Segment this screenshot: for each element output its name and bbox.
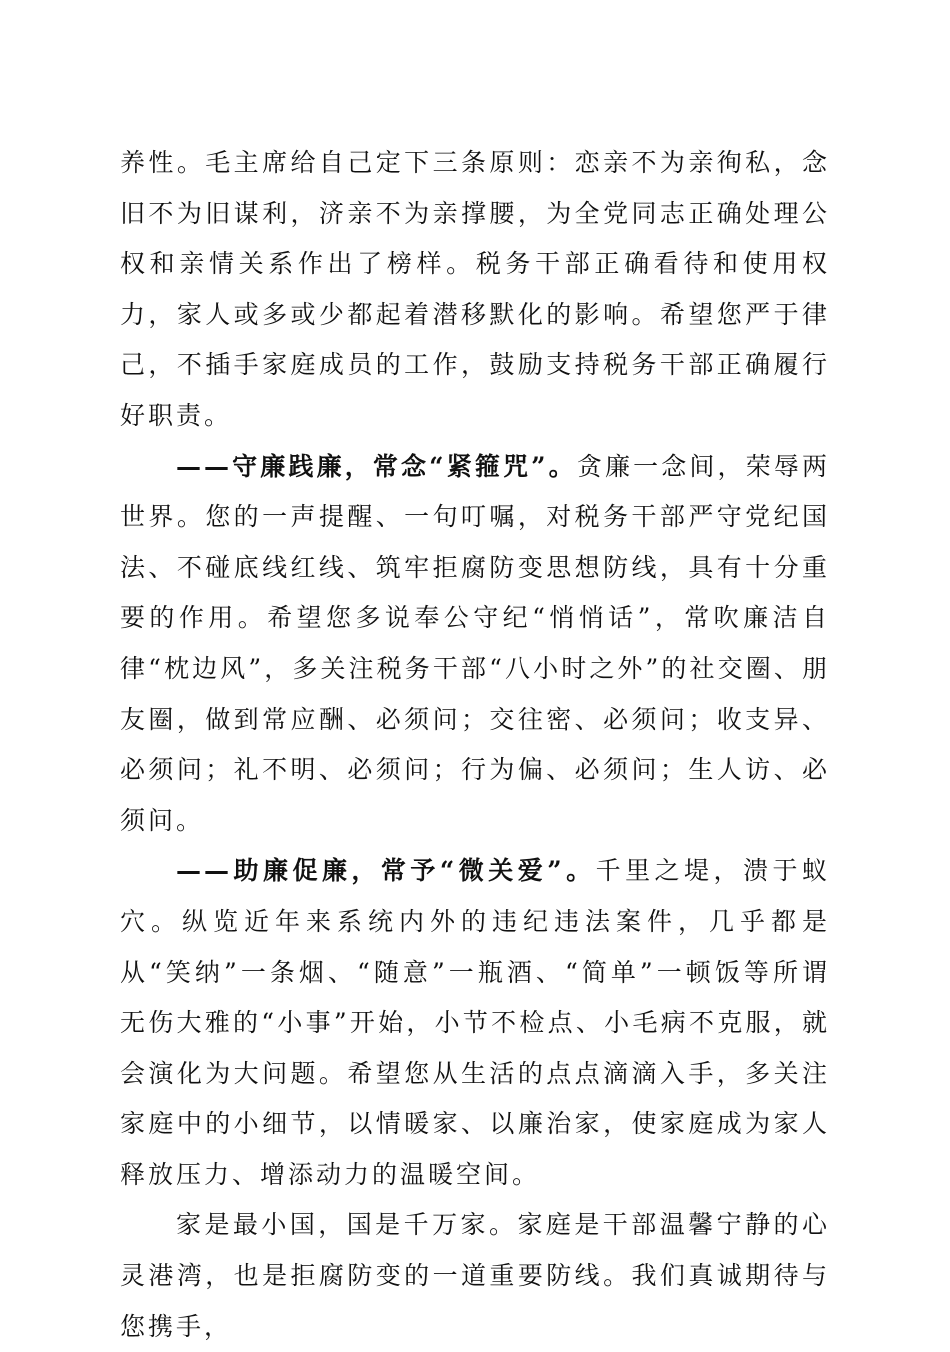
paragraph-3: [120, 846, 830, 1200]
paragraph-2: [120, 442, 830, 847]
paragraph-1-text: 养性。毛主席给自己定下三条原则：恋亲不为亲徇私，念旧不为旧谋利，济亲不为亲撑腰，为全党同志正确处理公权和亲情关系作出了榜样。税务干部正确看待和使用权力，家人或多或少都起着潜移默化的影响。希望您严于律己，不插手家庭成员的工作，鼓励支持税务干部正确履行好职责。: [120, 148, 830, 430]
paragraph-2-text: 贪廉一念间，荣辱两世界。您的一声提醒、一句叮嘱，对税务干部严守党纪国法、不碰底线红线、筑牢拒腐防变思想防线，具有十分重要的作用。希望您多说奉公守纪“悄悄话”，常吹廉洁自律“枕边风”，多关注税务干部“八小时之外”的社交圈、朋友圈，做到常应酬、必须问；交往密、必须问；收支异、必须问；礼不明、必须问；行为偏、必须问；生人访、必须问。: [120, 451, 830, 835]
paragraph-3-heading: ——助廉促廉，常予“微关爱”。: [176, 856, 596, 886]
paragraph-4: [120, 1200, 830, 1352]
paragraph-2-heading: ——守廉践廉，常念“紧箍咒”。: [176, 451, 577, 481]
paragraph-3-text: 千里之堤，溃于蚁穴。纵览近年来系统内外的违纪违法案件，几乎都是从“笑纳”一条烟、“随意”一瓶酒、“简单”一顿饭等所谓无伤大雅的“小事”开始，小节不检点、小毛病不克服，就会演化为大问题。希望您从生活的点点滴滴入手，多关注家庭中的小细节，以情暖家、以廉治家，使家庭成为家人释放压力、增添动力的温暖空间。: [120, 856, 830, 1189]
paragraph-1: [120, 138, 830, 442]
document-body: [120, 138, 830, 1352]
paragraph-4-text: 家是最小国，国是千万家。家庭是干部温馨宁静的心灵港湾，也是拒腐防变的一道重要防线。我们真诚期待与您携手，: [120, 1210, 830, 1341]
